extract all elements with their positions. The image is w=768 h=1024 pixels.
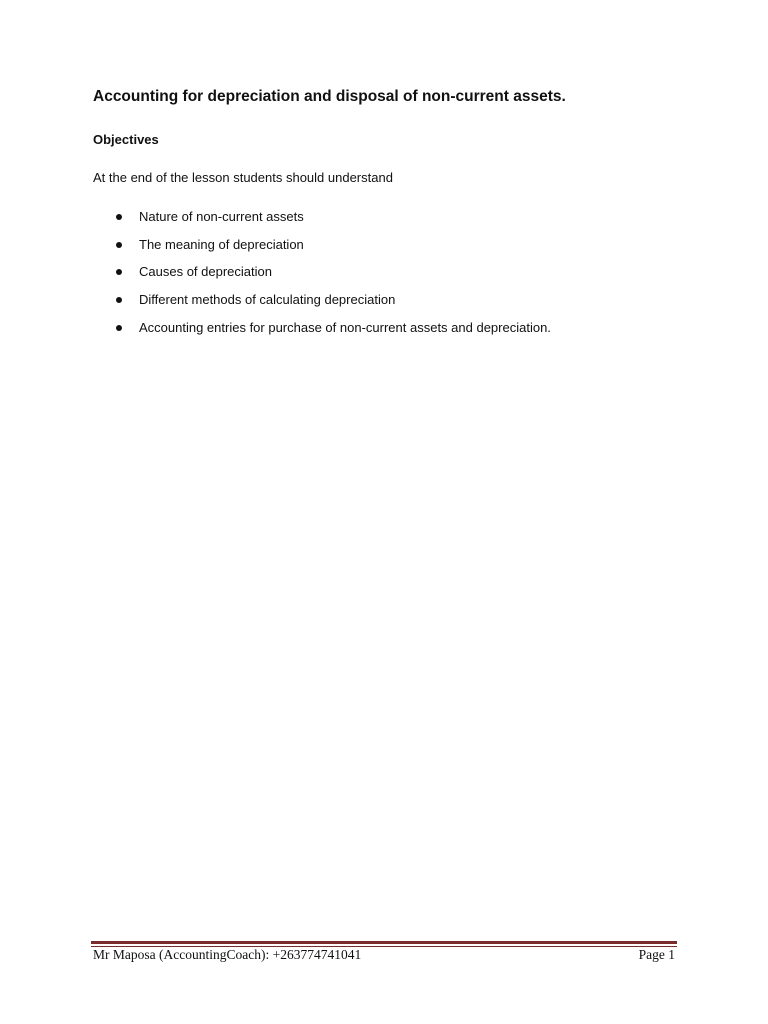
document-title: Accounting for depreciation and disposal of non-current assets. <box>93 88 566 105</box>
list-item-text: The meaning of depreciation <box>139 236 304 252</box>
list-item-text: Nature of non-current assets <box>139 209 304 224</box>
bullet-icon <box>116 214 122 220</box>
bullet-icon <box>116 269 122 275</box>
bullet-icon <box>116 297 122 303</box>
footer-divider <box>91 941 677 944</box>
bullet-icon <box>116 325 122 331</box>
bullet-icon <box>116 242 122 248</box>
footer-author: Mr Maposa (AccountingCoach): +263774741041 <box>93 947 362 962</box>
list-item-text: Different methods of calculating depreciation <box>139 292 396 308</box>
footer-page-number: Page 1 <box>638 947 675 962</box>
intro-text: At the end of the lesson students should understand <box>93 170 393 185</box>
list-item-text: Accounting entries for purchase of non-current assets and depreciation. <box>139 319 551 335</box>
list-item-text: Causes of depreciation <box>139 264 272 280</box>
objectives-heading: Objectives <box>93 132 159 147</box>
